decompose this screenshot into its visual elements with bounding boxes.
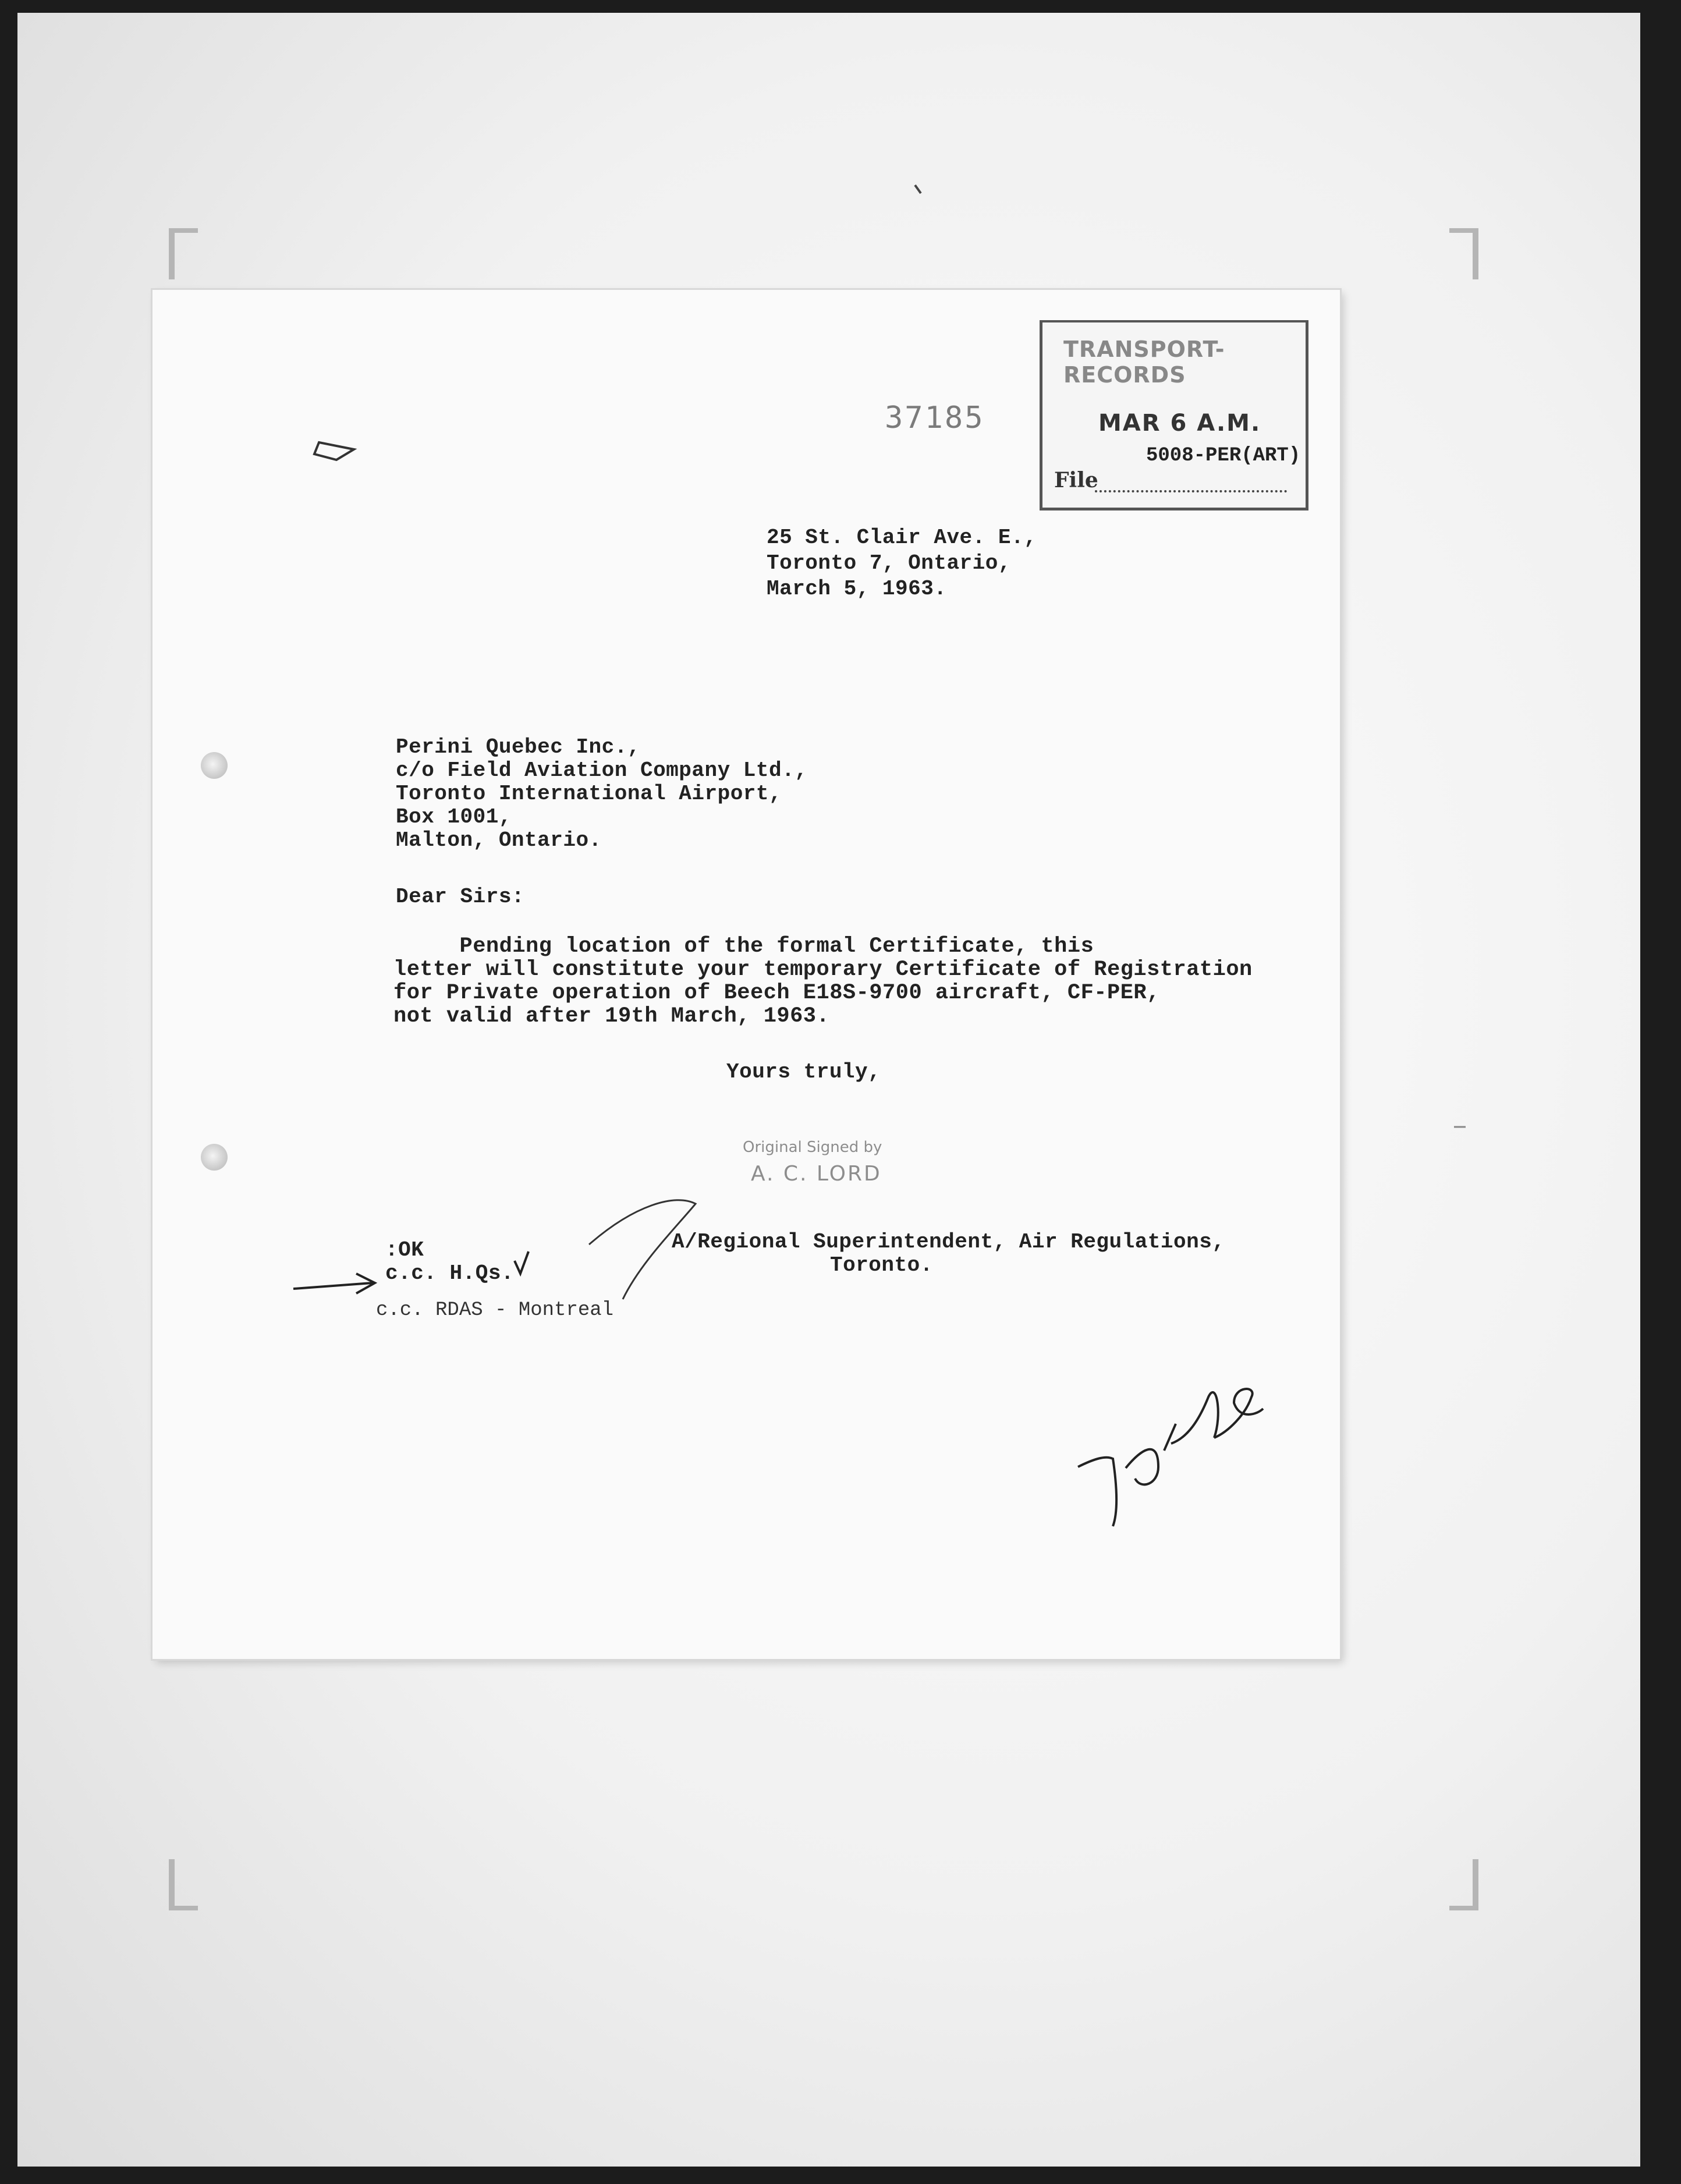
sender-address-line-2: Toronto 7, Ontario, xyxy=(767,551,1011,575)
sender-address-line-1: 25 St. Clair Ave. E., xyxy=(767,526,1037,549)
stamp-title: TRANSPORT-RECORDS xyxy=(1063,336,1225,388)
closing: Yours truly, xyxy=(726,1060,881,1084)
cc-ok: :OK xyxy=(385,1238,424,1262)
original-signed-by: Original Signed by xyxy=(743,1139,882,1156)
body-line-3: for Private operation of Beech E18S-9700 aircraft, CF-PER, xyxy=(393,981,1160,1005)
sender-address-date: March 5, 1963. xyxy=(767,577,947,601)
pencil-mark xyxy=(314,442,354,460)
stamp-file-label: File xyxy=(1054,468,1098,492)
arrow-icon xyxy=(293,1274,375,1293)
recipient-line-2: c/o Field Aviation Company Ltd., xyxy=(396,758,808,782)
signer-name: A. C. LORD xyxy=(751,1162,882,1186)
body-line-1: Pending location of the formal Certificate, this xyxy=(393,934,1094,959)
salutation: Dear Sirs: xyxy=(396,885,525,909)
check-mark-icon xyxy=(515,1251,529,1274)
cc-hq: c.c. H.Qs. xyxy=(385,1261,515,1285)
recipient-line-3: Toronto International Airport, xyxy=(396,782,782,806)
recipient-line-4: Box 1001, xyxy=(396,805,512,829)
handwritten-noted-signature xyxy=(1078,1389,1263,1526)
body-line-4: not valid after 19th March, 1963. xyxy=(393,1004,830,1029)
recipient-line-1: Perini Quebec Inc., xyxy=(396,735,640,759)
signer-title: A/Regional Superintendent, Air Regulations, xyxy=(672,1230,1225,1254)
speck xyxy=(915,185,921,193)
stamp-date: MAR 6 A.M. xyxy=(1098,410,1261,437)
signature-stroke xyxy=(589,1200,696,1299)
stamp-file-value: 5008-PER(ART) xyxy=(1146,445,1301,467)
body-line-2: letter will constitute your temporary Certificate of Registration xyxy=(393,958,1253,982)
file-number: 37185 xyxy=(885,400,985,435)
cc-rdas: c.c. RDAS - Montreal xyxy=(376,1299,614,1321)
signer-location: Toronto. xyxy=(830,1253,933,1277)
recipient-line-5: Malton, Ontario. xyxy=(396,828,602,852)
